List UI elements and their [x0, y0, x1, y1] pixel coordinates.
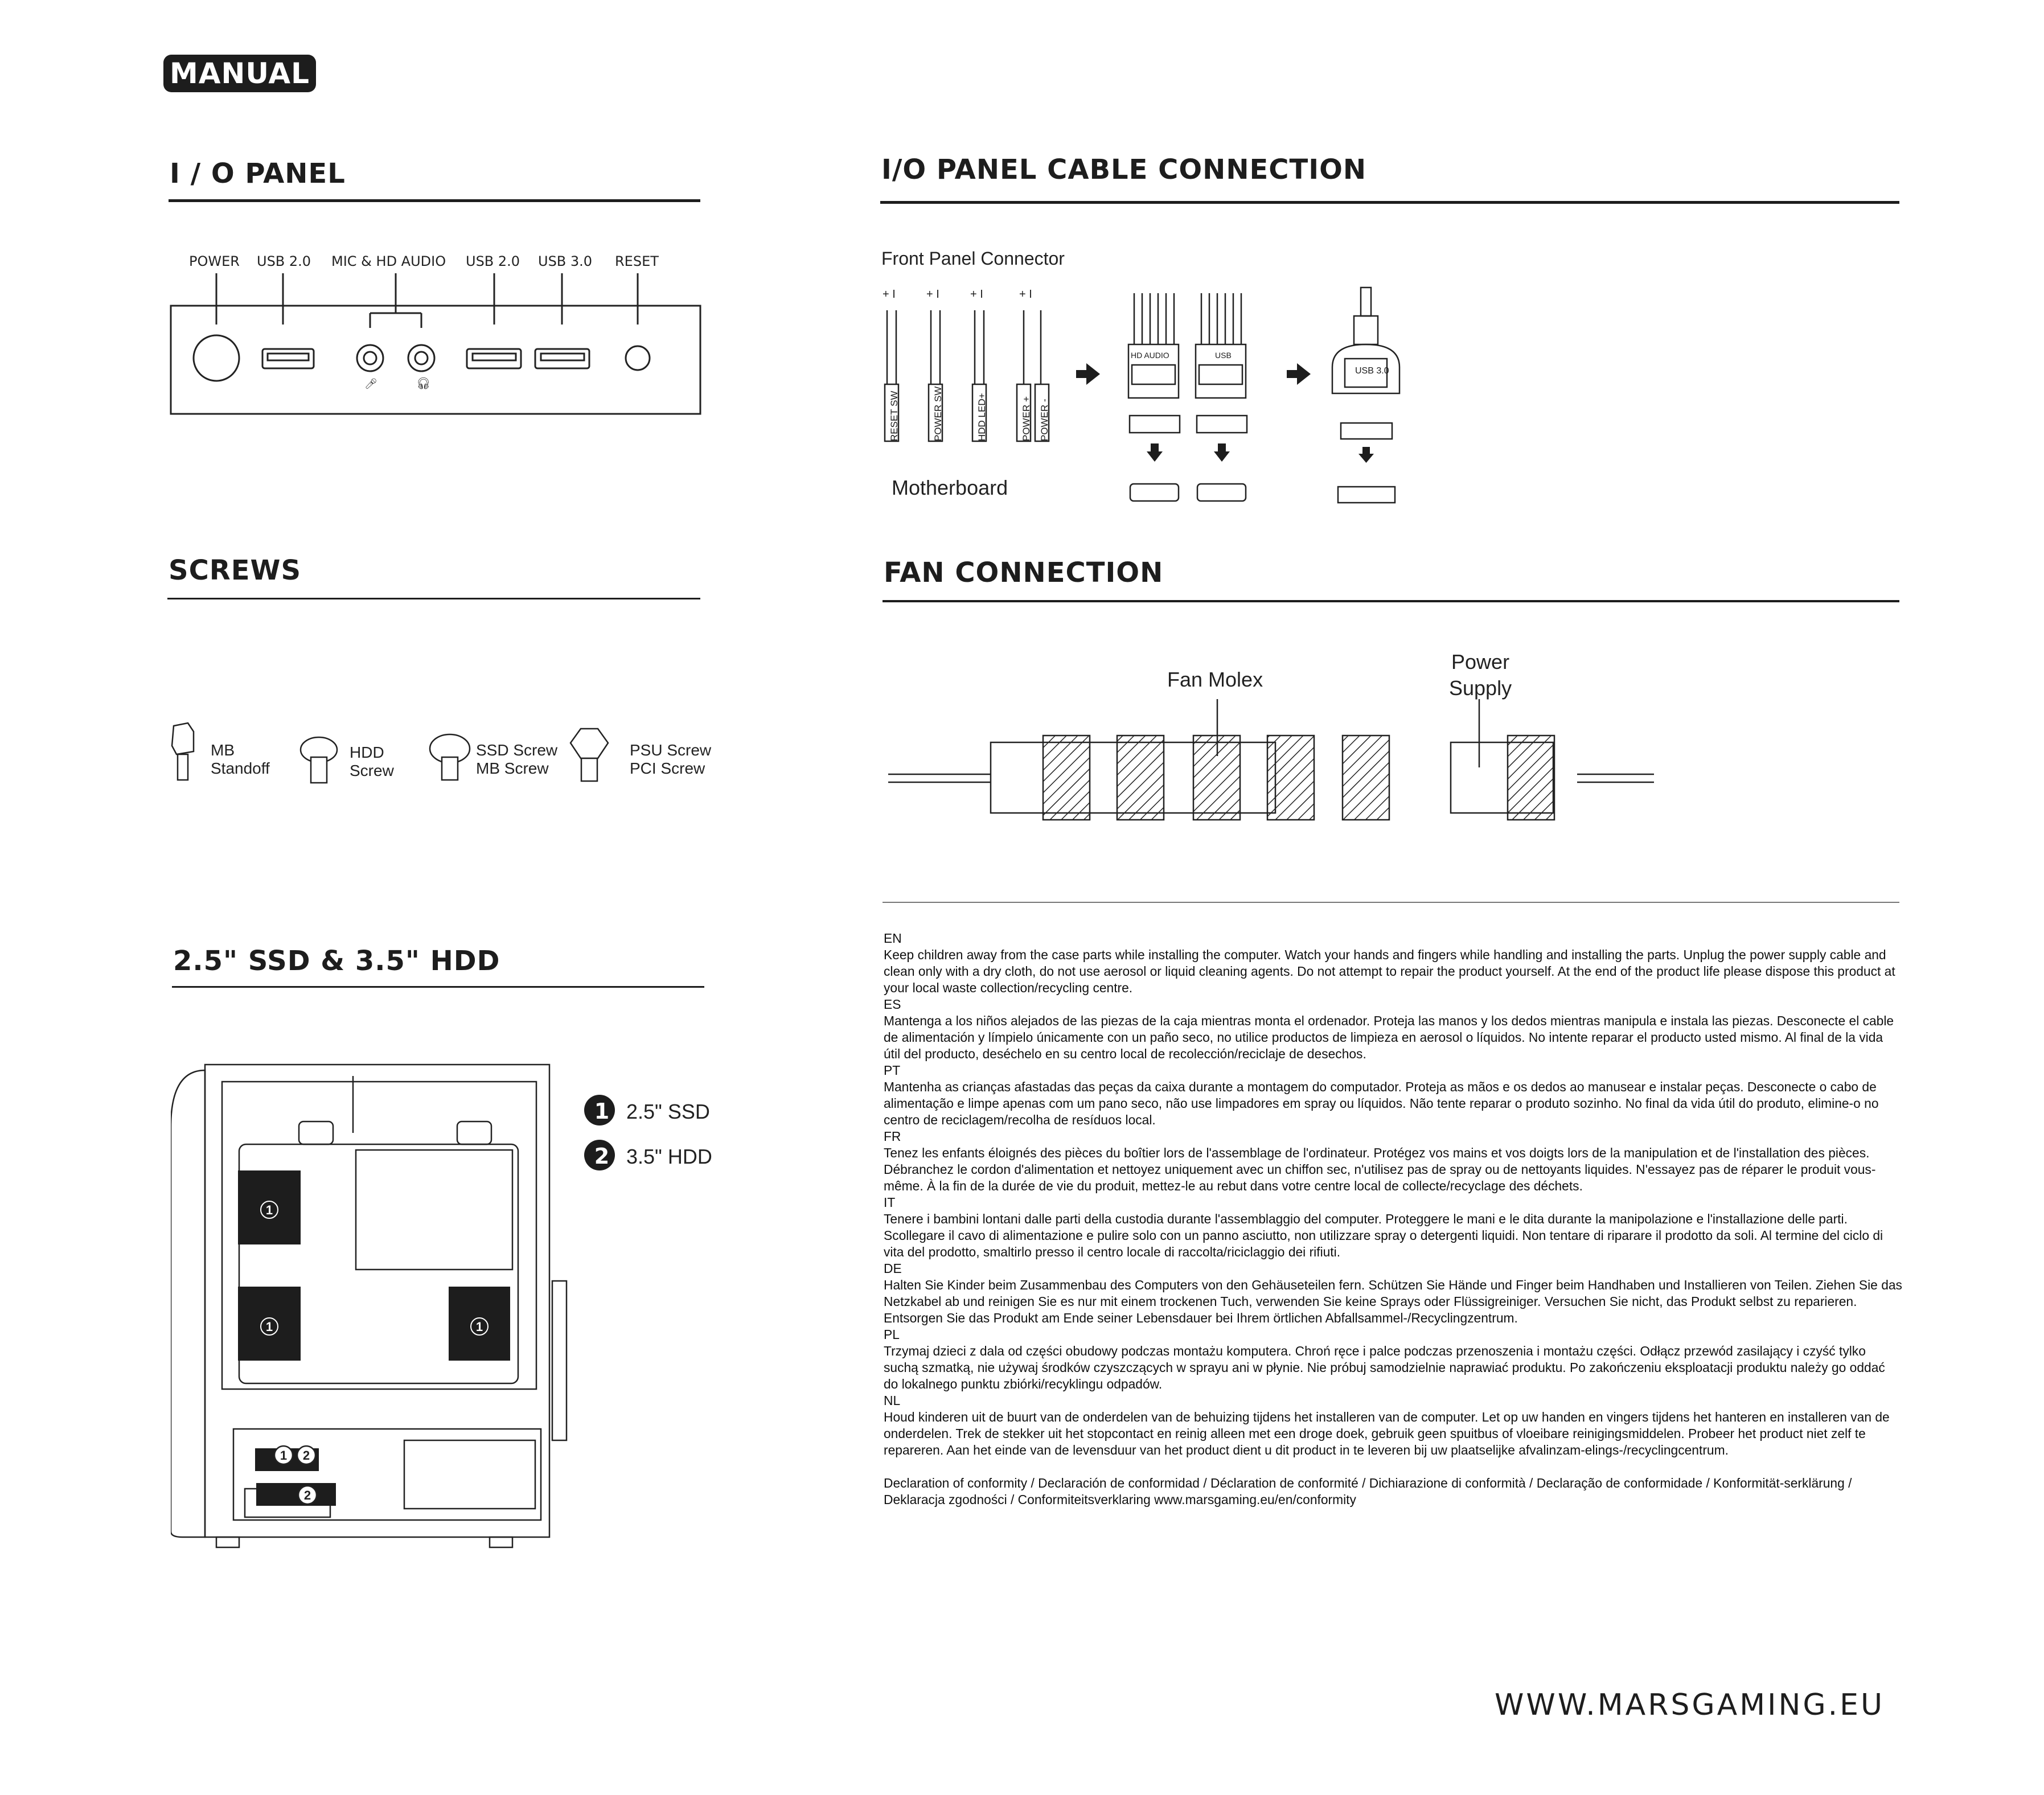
website-url[interactable]: WWW.MARSGAMING.EU: [1495, 1688, 1885, 1722]
lang-text-en: Keep children away from the case parts while installing the computer. Watch your hands and fingers while handling and installing the parts. Unplug the power supply cable and clean only with a dry cloth, do not use aerosol or liquid cleaning agents. Do not attempt to repair the product yourself. At the end of the product life please dispose this product at your local waste collection/recycling centre.: [884, 947, 1895, 995]
fan-title: FAN CONNECTION: [884, 557, 1164, 589]
mic-icon: 🎤︎: [364, 378, 377, 389]
usb-connector: [1196, 293, 1247, 501]
svg-text:+ I: + I: [1019, 288, 1032, 301]
svg-text:+ I: + I: [883, 288, 896, 301]
pin-label-hdd-led: HDD LED+: [976, 393, 987, 441]
hd-audio-connector: [1128, 293, 1180, 501]
screw-label-hdd: HDD Screw: [350, 744, 394, 779]
lang-text-pl: Trzymaj dzieci z dala od części obudowy podczas montażu komputera. Chroń ręce i palce podczas przenoszenia i montażu części. Odłącz przewód zasilający i czyść tylko suchą szmatką, nie używaj środków czyszczących w sprayu ani w płynie. Nie próbuj samodzielnie naprawiać produktu. Po zakończeniu eksploatacji produktu należy go oddać do lokalnego punktu zbiórki/recyklingu odpadów.: [884, 1344, 1885, 1391]
pin-label-reset-sw: RESET SW: [889, 391, 900, 441]
pin-label-power-plus: POWER +: [1021, 396, 1032, 441]
ssd-screw-icon: [430, 734, 470, 780]
svg-text:1: 1: [265, 1203, 273, 1217]
screw-label-psu-pci: PSU Screw PCI Screw: [630, 741, 712, 777]
psu-screw-icon: [570, 729, 608, 781]
legend-num-1: 1: [594, 1099, 610, 1124]
arrow-right-icon: [1287, 363, 1311, 385]
io-panel-rule: [169, 199, 700, 202]
drives-title: 2.5" SSD & 3.5" HDD: [173, 945, 500, 977]
usb-label: USB: [1215, 351, 1232, 360]
cable-title: I/O PANEL CABLE CONNECTION: [881, 154, 1367, 186]
lang-code-it: IT: [884, 1195, 896, 1210]
power-supply-label: Power Supply: [1449, 650, 1512, 700]
screws-title: SCREWS: [169, 554, 302, 586]
lang-text-fr: Tenez les enfants éloignés des pièces du boîtier lors de l'assemblage de l'ordinateur. Protégez vos mains et vos doigts lors de la manipulation et de l'installation des pièces. Débranchez le cordon d'alimentation et nettoyez uniquement avec un chiffon sec, n'utilisez pas de spray ou de nettoyants liquides. N'essayez pas de réparer le produit vous-même. À la fin de la durée de vie du produit, mettez-le au rebut dans votre centre local de collecte/recyclage des déchets.: [884, 1145, 1876, 1193]
legend-label-hdd: 3.5" HDD: [626, 1145, 712, 1168]
svg-text:2: 2: [302, 1448, 310, 1463]
usb3-label: USB 3.0: [1355, 366, 1389, 376]
front-panel-label: Front Panel Connector: [881, 248, 1065, 269]
pin-label-power-minus: POWER -: [1039, 399, 1050, 441]
svg-text:+ I: + I: [926, 288, 939, 301]
io-panel-diagram: [165, 273, 712, 421]
fan-rule: [883, 600, 1899, 602]
svg-text:+ I: + I: [970, 288, 983, 301]
pin-label-power-sw: POWER SW: [933, 386, 943, 441]
hdd-screw-icon: [301, 737, 337, 783]
lang-text-it: Tenere i bambini lontani dalle parti della custodia durante l'assemblaggio del computer. Proteggere le mani e le dita durante la manipolazione e l'installazione delle parti. Scollegare il cavo di alimentazione e pulire solo con un panno asciutto, non utilizzare spray o detergenti liquidi. Non tentare di riparare il prodotto da soli. Al termine del ciclo di vita del prodotto, smaltirlo presso il centro locale di raccolta/riciclaggio dei rifiuti.: [884, 1211, 1883, 1259]
headphone-icon: 🎧︎: [416, 377, 431, 390]
lang-code-en: EN: [884, 931, 902, 946]
lang-text-pt: Mantenha as crianças afastadas das peças da caixa durante a montagem do computador. Proteja as mãos e os dedos ao manusear e instalar peças. Desconecte o cabo de alimentação e limpe apenas com um pano seco, não use limpadores em spray ou líquidos. Não tente reparar o produto sozinho. No final da vida útil do produto, elimine-o no centro de reciclagem/recolha de resíduos local.: [884, 1079, 1879, 1127]
safety-text-block: [884, 930, 1903, 1508]
io-label-audio: MIC & HD AUDIO: [331, 253, 446, 269]
text-divider: [883, 902, 1899, 903]
io-label-power: POWER: [189, 253, 240, 269]
svg-text:2: 2: [303, 1488, 311, 1502]
lang-code-de: DE: [884, 1261, 902, 1276]
svg-text:1: 1: [475, 1320, 483, 1334]
lang-code-es: ES: [884, 997, 901, 1012]
declaration-text: Declaration of conformity / Declaración de conformidad / Déclaration de conformité / Dichiarazione di conformità / Declaração de conformidade / Konformität-serklärung / Deklaracja zgodności / Conformiteitsverklaring www.marsgaming.eu/en/conformity: [884, 1476, 1852, 1507]
cable-rule: [880, 201, 1899, 204]
arrow-down-icon: [1147, 443, 1163, 462]
lang-code-pt: PT: [884, 1063, 901, 1078]
legend-label-ssd: 2.5" SSD: [626, 1100, 710, 1123]
screw-label-ssd-mb: SSD Screw MB Screw: [476, 741, 558, 777]
io-label-usb2-a: USB 2.0: [257, 253, 311, 269]
arrow-right-icon: [1076, 363, 1100, 385]
io-panel-title: I / O PANEL: [170, 158, 346, 190]
lang-text-es: Mantenga a los niños alejados de las piezas de la caja mientras monta el ordenador. Proteja las manos y los dedos mientras manipula e instala las piezas. Desconecte el cable de alimentación y límpielo únicamente con un paño seco, no utilice productos de limpieza en aerosol o líquidos. No intente reparar el producto usted mismo. Al final de la vida útil del producto, deséchelo en su centro local de recolección/reciclaje de desechos.: [884, 1013, 1894, 1061]
arrow-down-icon: [1358, 447, 1374, 463]
usb3-connector: [1332, 287, 1399, 503]
cable-diagram: [877, 282, 1423, 515]
lang-code-pl: PL: [884, 1327, 900, 1342]
standoff-icon: [172, 723, 194, 780]
screw-label-mb-standoff: MB Standoff: [211, 741, 270, 777]
lang-text-de: Halten Sie Kinder beim Zusammenbau des Computers von den Gehäuseteilen fern. Schützen Sie Hände und Finger beim Handhaben und Installieren von Teilen. Ziehen Sie das Netzkabel ab und reinigen Sie es nur mit einem trockenen Tuch, verwenden Sie keine Sprays oder Flüssigreiniger. Versuchen Sie nicht, das Produkt selbst zu reparieren. Entsorgen Sie das Produkt am Ende seiner Lebensdauer bei Ihrem örtlichen Abfallsammel-/Recyclingzentrum.: [884, 1278, 1902, 1325]
manual-badge: MANUAL: [163, 55, 316, 92]
hd-audio-label: HD AUDIO: [1131, 351, 1169, 360]
fan-diagram: [888, 699, 1663, 836]
lang-code-nl: NL: [884, 1393, 901, 1408]
screws-rule: [167, 598, 700, 599]
io-label-reset: RESET: [615, 253, 659, 269]
case-diagram: [171, 1059, 581, 1548]
motherboard-label: Motherboard: [892, 476, 1008, 499]
legend-num-2: 2: [594, 1144, 610, 1169]
arrow-down-icon: [1214, 443, 1230, 462]
lang-text-nl: Houd kinderen uit de buurt van de onderdelen van de behuizing tijdens het installeren van de computer. Let op uw handen en vingers tijdens het hanteren en installeren van de onderdelen. Trek de stekker uit het stopcontact en reinig alleen met een droge doek, gebruik geen spuitbus of vloeibare reinigingsmiddelen. Probeer het product niet zelf te repareren. Aan het einde van de levensduur van het product dient u dit product in te leveren bij uw plaatselijke afvalinzam-elings-/recyclingcentrum.: [884, 1410, 1890, 1457]
svg-text:1: 1: [265, 1320, 273, 1334]
svg-text:1: 1: [280, 1448, 288, 1463]
io-label-usb3: USB 3.0: [538, 253, 593, 269]
io-label-usb2-b: USB 2.0: [466, 253, 520, 269]
drives-rule: [172, 986, 704, 988]
fan-molex-label: Fan Molex: [1167, 668, 1263, 691]
lang-code-fr: FR: [884, 1129, 901, 1144]
